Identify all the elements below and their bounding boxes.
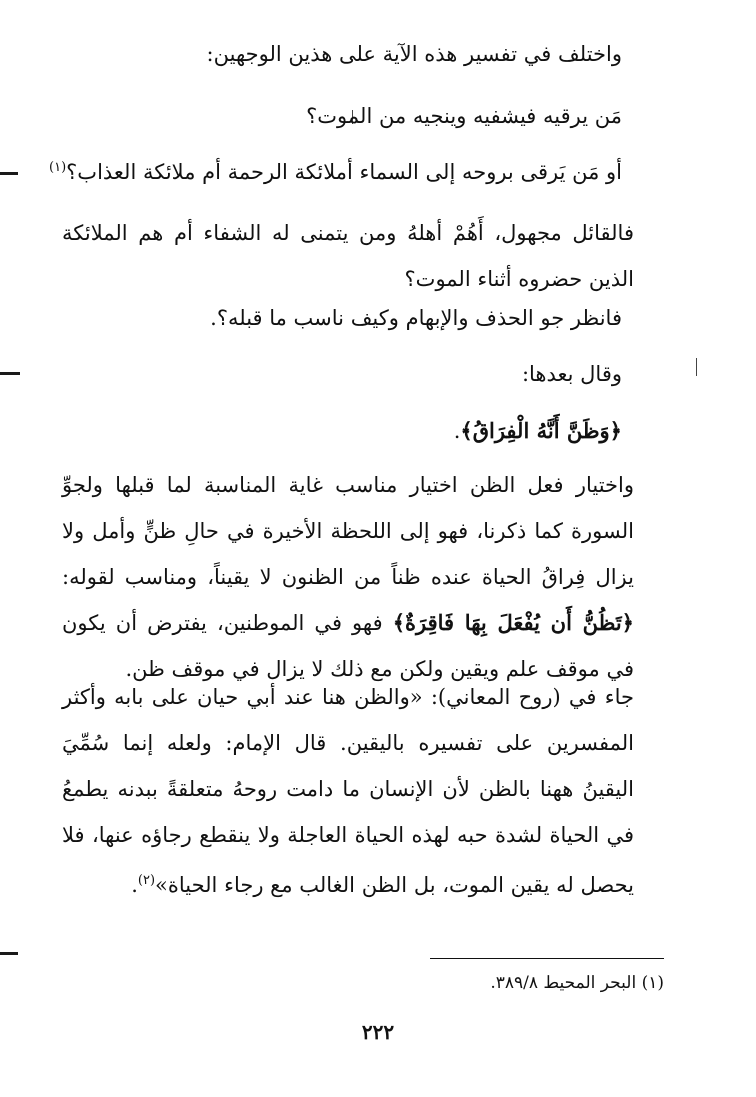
paragraph-3-text: أو مَن يَرقى بروحه إلى السماء أملائكة الرحمة أم ملائكة العذاب؟ bbox=[66, 160, 622, 184]
paragraph-7 bbox=[62, 462, 634, 692]
paragraph-8-text: جاء في (روح المعاني): «والظن هنا عند أبي حيان على بابه وأكثر المفسرين على تفسيره باليقين. قال الإمام: ولعله إنما سُمِّيَ اليقينُ ههنا بالظن لأن الإنسان ما دامت روحهُ متعلقةً ببدنه يطمعُ في الحياة لشدة حبه لهذه الحياة العاجلة ولا ينقطع رجاؤه عنها، فلا يحصل له يقين الموت، بل الظن الغالب مع رجاء الحياة» bbox=[62, 685, 634, 897]
footnote-ref-2: (٢) bbox=[137, 873, 156, 888]
footnote-separator bbox=[430, 958, 664, 959]
verse-line bbox=[454, 418, 622, 443]
scan-margin-mark bbox=[0, 952, 18, 955]
scan-margin-mark bbox=[0, 172, 18, 175]
scan-tick bbox=[696, 358, 697, 376]
paragraph-8-tail: . bbox=[131, 873, 138, 897]
paragraph-8 bbox=[62, 674, 634, 908]
page-number: ٢٢٢ bbox=[361, 1020, 395, 1044]
verse-line-tail: . bbox=[453, 419, 461, 443]
footnote-ref-1: (١) bbox=[49, 160, 67, 175]
quran-verse-1: ﴿وَظَنَّ أَنَّهُ الْفِرَاقُ﴾ bbox=[460, 418, 622, 443]
footnote-1: (١) البحر المحيط ٣٨٩/٨. bbox=[490, 973, 664, 993]
quran-verse-2: ﴿تَظُنُّ أَن يُفْعَلَ بِهَا فَاقِرَةٌ﴾ bbox=[392, 610, 634, 635]
paragraph-5: فانظر جو الحذف والإبهام وكيف ناسب ما قبله؟. bbox=[210, 306, 622, 330]
scan-margin-mark bbox=[0, 372, 20, 375]
paragraph-3 bbox=[49, 160, 622, 184]
paragraph-7-part-b: فهو في الموطنين، يفترض أن يكون في موقف علم ويقين ولكن مع ذلك لا يزال في موقف ظن. bbox=[62, 611, 634, 681]
paragraph-7-part-a: واختيار فعل الظن اختيار مناسب غاية المناسبة لما قبلها ولجوِّ السورة كما ذكرنا، فهو إلى اللحظة الأخيرة في حالِ ظنٍّ وأمل ولا يزال فِراقُ الحياة عنده ظناً من الظنون لا يقيناً، ومناسب لقوله: bbox=[62, 473, 634, 589]
paragraph-1: واختلف في تفسير هذه الآية على هذين الوجهين: bbox=[206, 42, 622, 66]
paragraph-2: مَن يرقيه فيشفيه وينجيه من الموت؟ bbox=[306, 104, 622, 128]
paragraph-6: وقال بعدها: bbox=[521, 362, 622, 386]
paragraph-4: فالقائل مجهول، أَهُمْ أهلهُ ومن يتمنى له الشفاء أم هم الملائكة الذين حضروه أثناء الموت؟ bbox=[62, 221, 634, 291]
